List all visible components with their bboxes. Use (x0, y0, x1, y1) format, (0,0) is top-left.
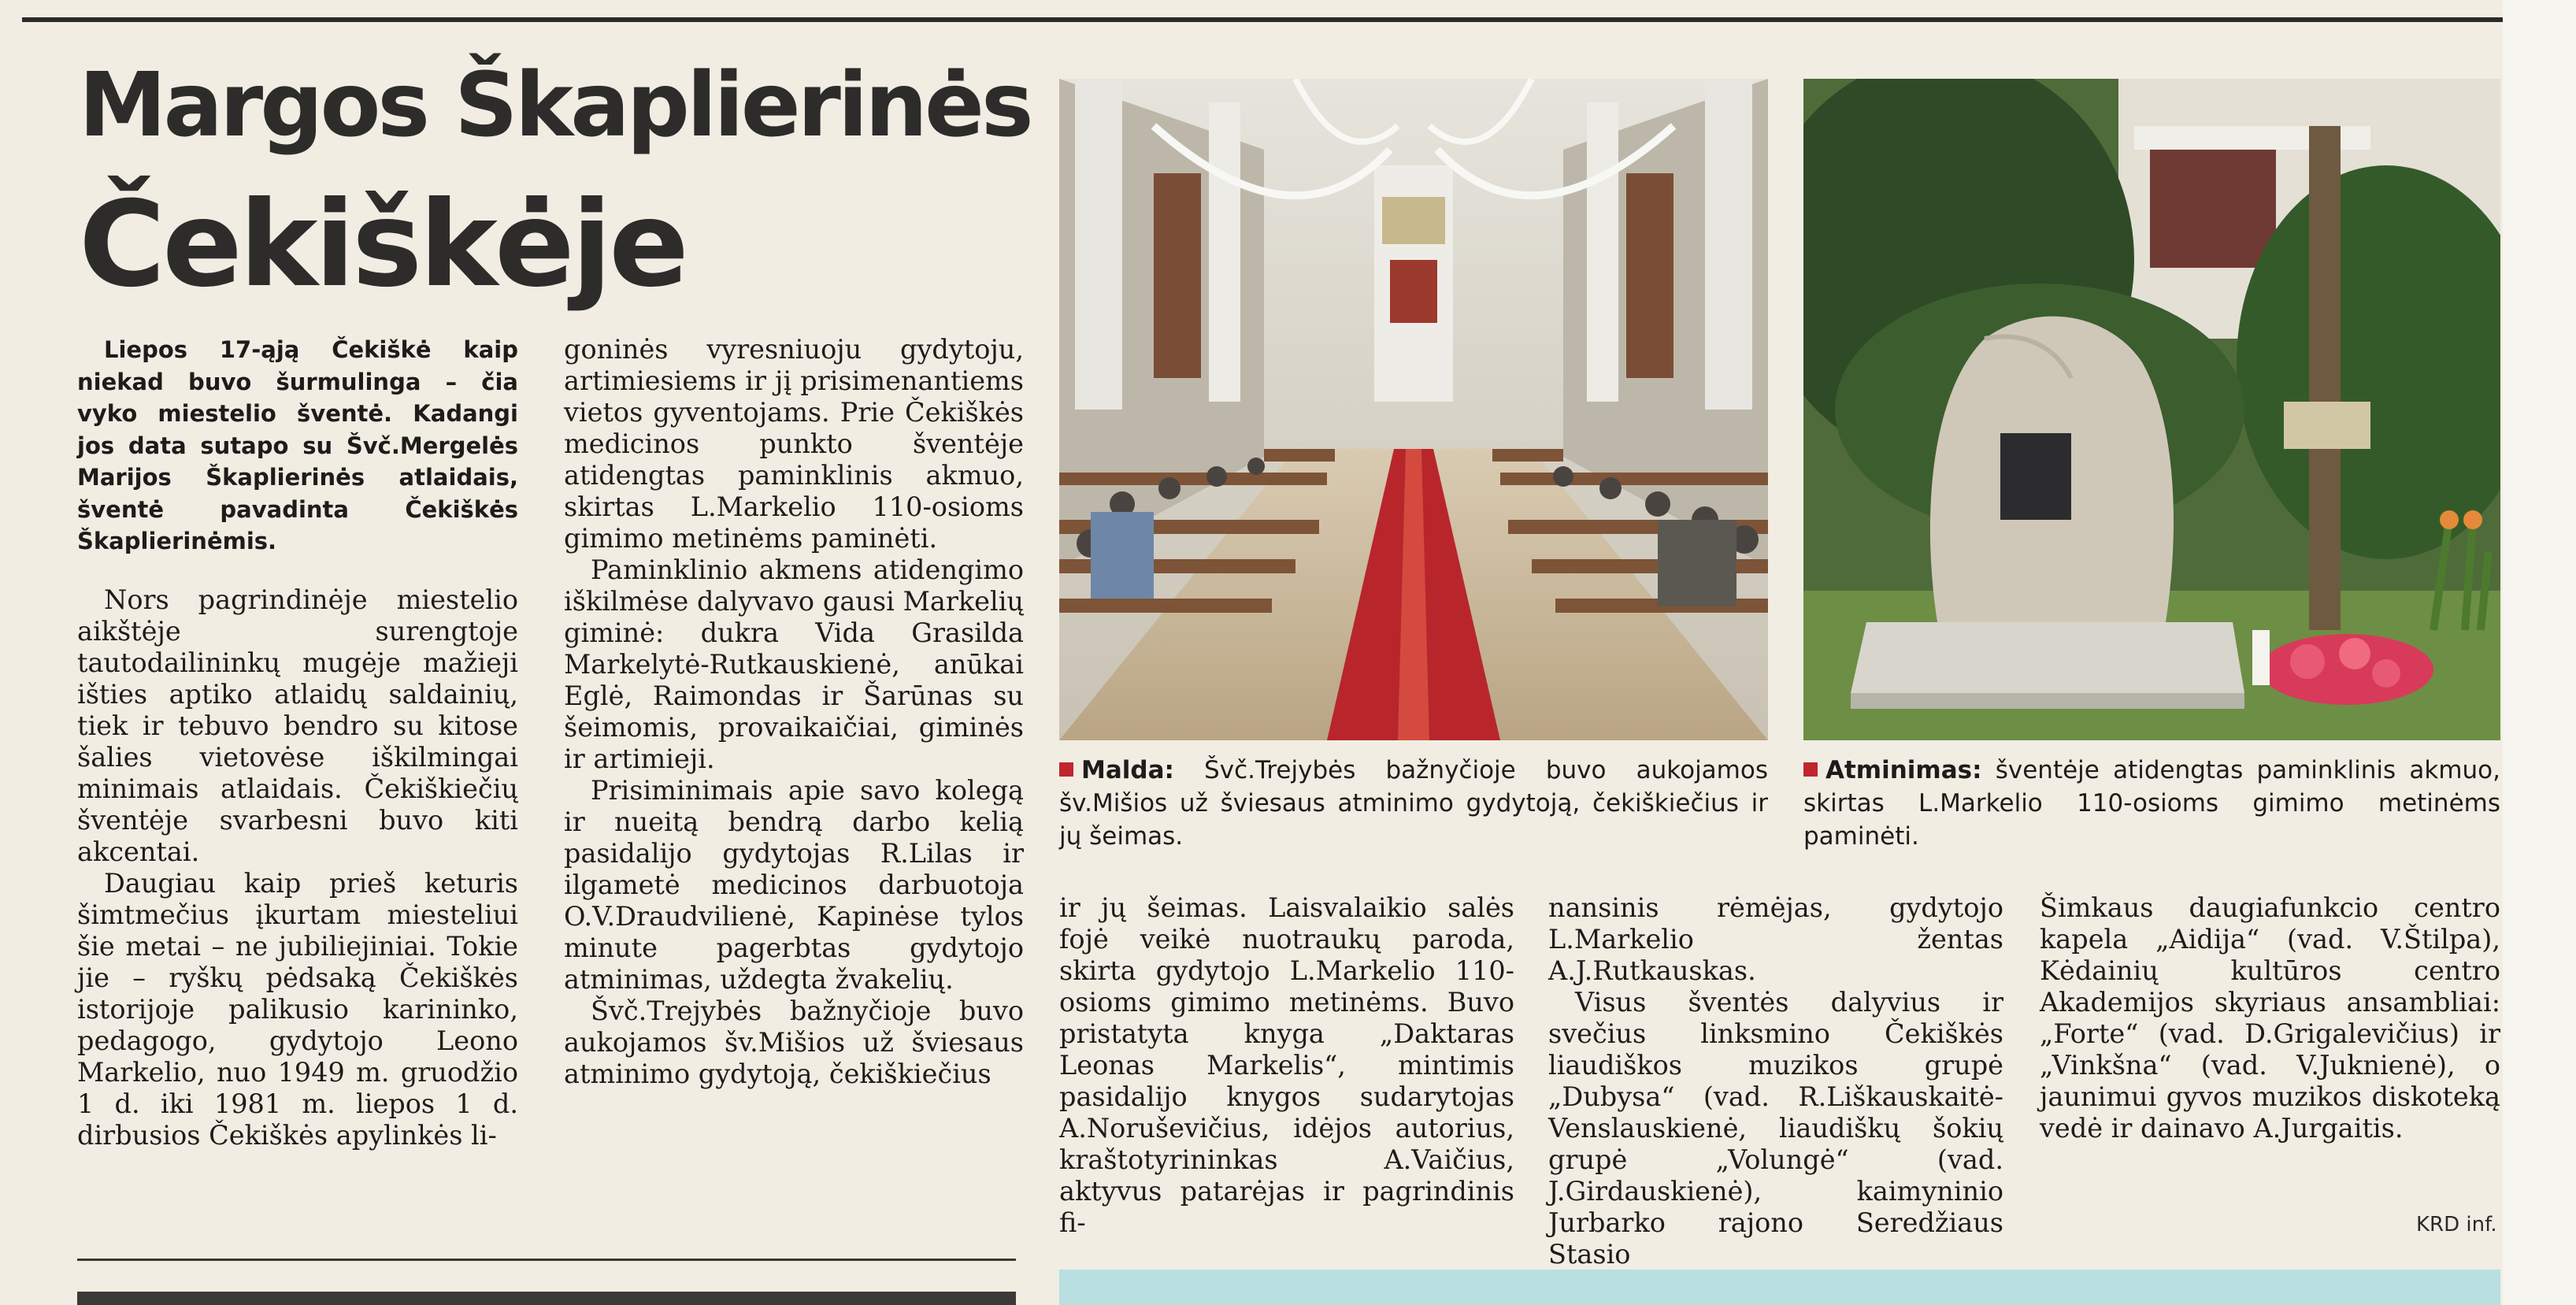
text-column-3 (1059, 892, 1514, 1239)
paragraph: nansinis rėmėjas, gydytojo L.Markelio žentas A.J.Rutkauskas. (1548, 892, 2003, 986)
paragraph: Šimkaus daugiafunkcio centro kapela „Aidija“ (vad. V.Štilpa), Kėdainių kultūros centro Akademijos skyriaus ansambliai: „Forte“ (vad. D.Grigalevičius) ir „Vinkšna“ (vad. V.Juknienė), o jaunimui gyvos muzikos diskoteką vedė ir dainavo A.Jurgaitis. (2040, 892, 2500, 1144)
headline-line-1: Margos Škaplierinės (79, 54, 1031, 157)
next-article-edge (77, 1292, 1016, 1305)
caption-marker-icon (1803, 762, 1818, 777)
photo-caption-2 (1803, 754, 2500, 853)
text-column-4 (1548, 892, 2003, 1270)
text-column-5 (2040, 892, 2500, 1144)
paragraph: ir jų šeimas. Laisvalaikio salės fojė veikė nuotraukų paroda, skirta gydytojo L.Markelio 110-osioms gimimo metinėms. Buvo pristatyta knyga „Daktaras Leonas Markelis“, mintimis pasidalijo knygos sudarytojas A.Noruševičius, idėjos autorius, kraštotyrininkas A.Vaičius, aktyvus patarėjas ir pagrindinis fi- (1059, 892, 1514, 1238)
caption-label: Malda: (1081, 756, 1174, 784)
church-interior-photo (1059, 79, 1768, 740)
headline-line-2: Čekiškėje (79, 176, 686, 313)
church-interior-icon (1059, 79, 1768, 740)
text-column-2 (564, 334, 1024, 1090)
page-margin (2503, 0, 2576, 1305)
caption-text: šventėje atidengtas paminklinis akmuo, skirtas L.Markelio 110-osioms gimimo metinėms paminėti. (1803, 756, 2500, 851)
credit-line: KRD inf. (2416, 1213, 2497, 1236)
article-lead: Liepos 17-ąją Čekiškė kaip niekad buvo šurmulinga – čia vyko miestelio šventė. Kadangi jos data sutapo su Švč.Mergelės Marijos Škaplierinės atlaidais, šventė pavadinta Čekiškės Škaplierinėmis. (77, 336, 518, 554)
memorial-stone-photo (1803, 79, 2500, 740)
paragraph: Prisiminimais apie savo kolegą ir nueitą bendrą darbo kelią pasidalijo gydytojas R.Lilas ir ilgametė medicinos darbuotoja O.V.Draudvilienė, Kapinėse tylos minute pagerbtas gydytojo atminimas, uždegta žvakelių. (564, 775, 1024, 995)
bottom-rule (77, 1259, 1016, 1261)
paragraph: Švč.Trejybės bažnyčioje buvo aukojamos šv.Mišios už šviesaus atminimo gydytoją, čekiškiečius (564, 995, 1024, 1089)
memorial-stone-icon (1803, 79, 2500, 740)
paragraph: Paminklinio akmens atidengimo iškilmėse dalyvavo gausi Markelių giminė: dukra Vida Grasilda Markelytė-Rutkauskienė, anūkai Eglė, Raimondas ir Šarūnas su šeimomis, provaikaičiai, giminės ir artimieji. (564, 554, 1024, 774)
caption-marker-icon (1059, 762, 1073, 777)
caption-text: Švč.Trejybės bažnyčioje buvo aukojamos šv.Mišios už šviesaus atminimo gydytoją, čekiškiečius ir jų šeimas. (1059, 756, 1768, 851)
paragraph: Nors pagrindinėje miestelio aikštėje surengtoje tautodailininkų mugėje mažieji išties aptiko atlaidų saldainių, tiek ir tebuvo bendro su kitose šalies vietovėse iškilmingai minimais atlaidais. Čekiškiečių šventėje svarbesni buvo kiti akcentai. (77, 584, 518, 867)
text-column-1 (77, 334, 518, 1151)
photo-caption-1 (1059, 754, 1768, 853)
caption-label: Atminimas: (1825, 756, 1982, 784)
paragraph: goninės vyresniuoju gydytoju, artimiesiems ir jį prisimenantiems vietos gyventojams. Prie Čekiškės medicinos punkto šventėje atidengtas paminklinis akmuo, skirtas L.Markelio 110-osioms gimimo metinėms paminėti. (564, 334, 1024, 554)
paragraph: Visus šventės dalyvius ir svečius linksmino Čekiškės liaudiškos muzikos grupė „Dubysa“ (vad. R.Liškauskaitė-Venslauskienė, liaudiškų šokių grupė „Volungė“ (vad. J.Girdauskienė), kaimyninio Jurbarko rajono Seredžiaus Stasio (1548, 987, 2003, 1270)
next-article-band (1059, 1270, 2500, 1305)
paragraph: Daugiau kaip prieš keturis šimtmečius įkurtam miesteliui šie metai – ne jubiliejiniai. Tokie jie – ryškų pėdsaką Čekiškės istorijoje palikusio karininko, pedagogo, gydytojo Leono Markelio, nuo 1949 m. gruodžio 1 d. iki 1981 m. liepos 1 d. dirbusios Čekiškės apylinkės li- (77, 867, 518, 1151)
top-rule (22, 17, 2503, 22)
